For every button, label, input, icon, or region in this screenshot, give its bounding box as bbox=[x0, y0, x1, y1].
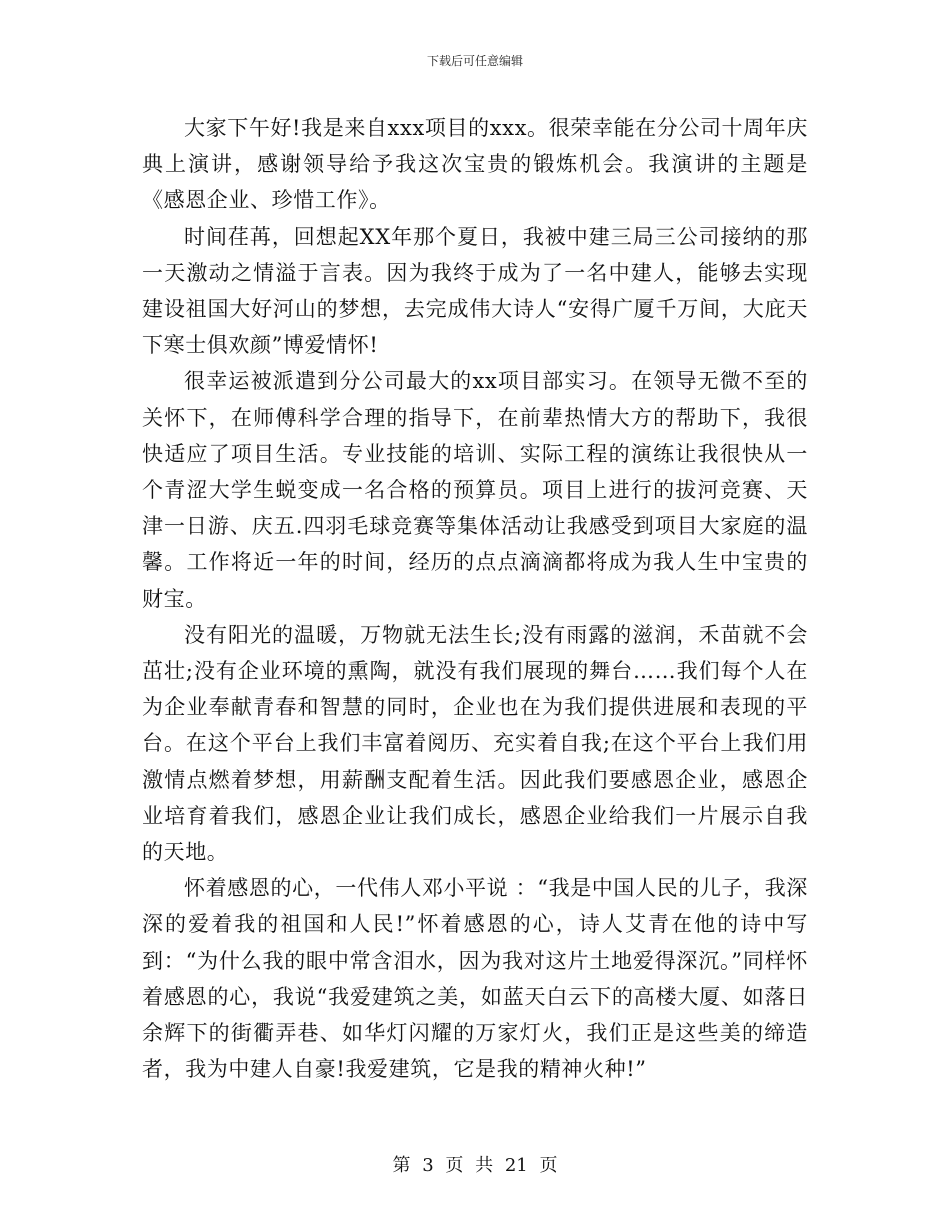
document-body bbox=[142, 110, 808, 1087]
paragraph-gratitude: 没有阳光的温暖，万物就无法生长;没有雨露的滋润，禾苗就不会茁壮;没有企业环境的熏陶，就没有我们展现的舞台……我们每个人在为企业奉献青春和智慧的同时，企业也在为我们提供进展和表现的平台。在这个平台上我们丰富着阅历、充实着自我;在这个平台上我们用激情点燃着梦想，用薪酬支配着生活。因此我们要感恩企业，感恩企业培育着我们，感恩企业让我们成长，感恩企业给我们一片展示自我的天地。 bbox=[142, 622, 808, 865]
paragraph-internship: 很幸运被派遣到分公司最大的xx项目部实习。在领导无微不至的关怀下，在师傅科学合理的指导下，在前辈热情大方的帮助下，我很快适应了项目生活。专业技能的培训、实际工程的演练让我很快从一个青涩大学生蜕变成一名合格的预算员。项目上进行的拔河竞赛、天津一日游、庆五.四羽毛球竞赛等集体活动让我感受到项目大家庭的温馨。工作将近一年的时间，经历的点点滴滴都将成为我人生中宝贵的财宝。 bbox=[142, 369, 808, 611]
page-footer: 第 3 页 共 21 页 bbox=[392, 1155, 558, 1176]
page-header: 下载后可任意编辑 bbox=[426, 54, 523, 68]
paragraph-intro: 大家下午好!我是来自xxx项目的xxx。很荣幸能在分公司十周年庆典上演讲，感谢领导给予我这次宝贵的锻炼机会。我演讲的主题是《感恩企业、珍惜工作》。 bbox=[142, 116, 808, 213]
paragraph-quotes: 怀着感恩的心，一代伟人邓小平说 ：“我是中国人民的儿子，我深深的爱着我的祖国和人民!”怀着感恩的心，诗人艾青在他的诗中写到：“为什么我的眼中常含泪水，因为我对这片土地爱得深沉。”同样怀着感恩的心，我说“我爱建筑之美，如蓝天白云下的高楼大厦、如落日余辉下的街衢弄巷、如华灯闪耀的万家灯火，我们正是这些美的缔造者，我为中建人自豪!我爱建筑，它是我的精神火种!” bbox=[142, 876, 808, 1082]
paragraph-memory: 时间荏苒，回想起XX年那个夏日，我被中建三局三公司接纳的那一天激动之情溢于言表。因为我终于成为了一名中建人，能够去实现建设祖国大好河山的梦想，去完成伟大诗人“安得广厦千万间，大庇天下寒士俱欢颜”博爱情怀! bbox=[142, 224, 808, 358]
